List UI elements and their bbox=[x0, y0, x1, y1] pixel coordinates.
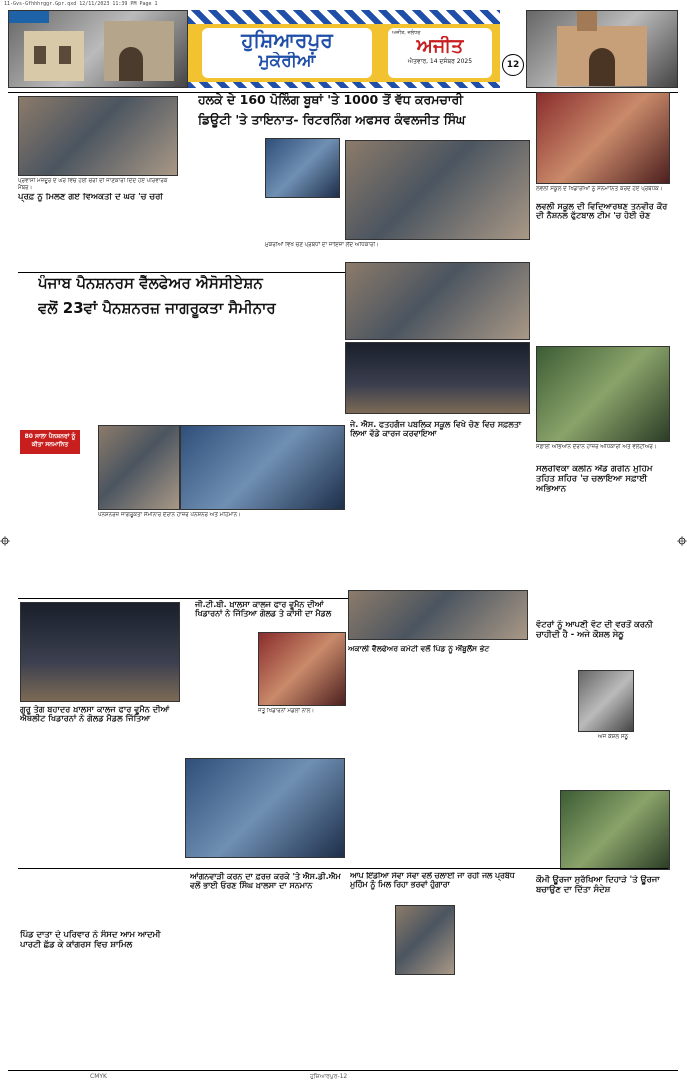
ambulance-photo bbox=[348, 590, 528, 640]
registration-mark-left bbox=[0, 536, 10, 546]
masthead-left-photo bbox=[8, 10, 188, 88]
lovely-photo bbox=[536, 92, 670, 184]
clean-body bbox=[536, 500, 670, 600]
masthead-title-line2: ਮੁਕੇਰੀਆਂ bbox=[258, 52, 316, 71]
aanganwadi-headline: ਆਂਗਨਵਾੜੀ ਕਰਨ ਦਾ ਫ਼ਰਜ਼ ਕਰਕੇ 'ਤੇ ਐਸ.ਡੀ.ਐਮ ਵਲੋਂ ਭਾਈ ਓਰਣ ਸਿੰਘ ਖ਼ਾਲਸਾ ਦਾ ਸਨਮਾਨ bbox=[190, 872, 341, 891]
building-illustration-left bbox=[9, 11, 188, 88]
masthead-right-photo bbox=[526, 10, 678, 88]
energy-headline: ਕੌਮੀ ਊਰਜਾ ਸੁਰੱਖਿਆ ਦਿਹਾੜੇ 'ਤੇ ਊਰਜਾ ਬਚਾਉਣ ਦਾ ਦਿੱਤਾ ਸੰਦੇਸ਼ bbox=[536, 875, 660, 894]
clean-caption: ਸਫ਼ਾਈ ਅਭਿਆਨ ਦੌਰਾਨ ਹਾਜ਼ਰ ਅਧਿਕਾਰੀ ਅਤੇ ਵਲੰਟੀਅਰ। bbox=[536, 444, 657, 450]
brand-logo: ਅਜੀਤ bbox=[416, 36, 464, 57]
lead-headline-line1: ਹਲਕੇ ਦੇ 160 ਪੋਲਿੰਗ ਬੂਥਾਂ 'ਤੇ 1000 ਤੋਂ ਵੱਧ ਕਰਮਚਾਰੀ bbox=[198, 93, 464, 107]
rule-lower bbox=[18, 868, 668, 869]
voters-body-top bbox=[536, 652, 670, 668]
theft-body bbox=[18, 208, 178, 272]
masthead-pattern-bottom bbox=[188, 82, 500, 88]
aanganwadi-body bbox=[190, 905, 350, 1065]
guru-photo bbox=[20, 602, 180, 702]
voters-body bbox=[536, 744, 670, 790]
brand-box bbox=[388, 28, 492, 78]
pensioners-badge: 80 ਸਾਲਾ ਪੈਨਸ਼ਨਰਾਂ ਨੂੰ ਕੀਤਾ ਸਨਮਾਨਿਤ bbox=[20, 430, 80, 454]
masthead bbox=[8, 10, 678, 90]
aap-portrait bbox=[395, 905, 455, 975]
pensioners-photo-1 bbox=[98, 425, 180, 510]
footer-cmyk: CMYK bbox=[90, 1073, 107, 1080]
issue-date: ਐਤਵਾਰ, 14 ਦਸੰਬਰ 2025 bbox=[407, 57, 473, 65]
aap-body bbox=[350, 978, 528, 1068]
pind-body bbox=[20, 968, 180, 1068]
voters-portrait bbox=[578, 670, 634, 732]
school-photo-2 bbox=[345, 342, 530, 414]
gtb-photo-2 bbox=[185, 758, 345, 858]
aap-headline: ਆਪ ਇੰਡੀਆ ਸੇਵਾ ਸੇਵਾ ਵਲੋਂ ਚਲਾਈ ਜਾ ਰਹੀ ਜਲ ਪ੍ਰਬੰਧ ਮੁਹਿੰਮ ਨੂੰ ਮਿਲ ਰਿਹਾ ਭਰਵਾਂ ਹੁੰਗਾਰਾ bbox=[350, 872, 515, 889]
school-photo-1 bbox=[345, 262, 530, 340]
guru-body bbox=[20, 742, 180, 867]
energy-body bbox=[536, 910, 670, 1068]
footer-rule bbox=[8, 1070, 678, 1071]
theft-caption: ਪ੍ਰਵਾਸੀ ਮਜ਼ਦੂਰ ਦੇ ਘਰ ਵਿਚ ਹੋਈ ਚੋਰੀ ਦੀ ਜਾਣਕਾਰੀ ਦਿੰਦੇ ਹੋਏ ਪਰਿਵਾਰਕ ਮੈਂਬਰ। bbox=[18, 178, 168, 191]
gtb-body-left bbox=[185, 632, 255, 742]
lead-photo-main bbox=[345, 140, 530, 240]
lovely-headline: ਲਵਲੀ ਸਕੂਲ ਦੀ ਵਿਦਿਆਰਥਣ ਤਨਵੀਰ ਕੌਰ ਦੀ ਨੈਸ਼ਨਲ ਫੁੱਟਬਾਲ ਟੀਮ 'ਚ ਹੋਈ ਚੋਣ bbox=[536, 202, 668, 221]
page-number: 12 bbox=[502, 54, 524, 76]
masthead-title-band bbox=[188, 24, 500, 82]
school-body bbox=[348, 450, 530, 580]
pensioners-caption: ਪੈਨਸ਼ਨਰਜ਼ ਜਾਗਰੂਕਤਾ ਸੈਮੀਨਾਰ ਦੌਰਾਨ ਹਾਜ਼ਰ ਪੈਨਸ਼ਨਰ ਅਤੇ ਮਹਿਮਾਨ। bbox=[98, 512, 241, 518]
pensioners-photo-2 bbox=[180, 425, 345, 510]
title-box bbox=[202, 28, 372, 78]
pensioners-body bbox=[98, 528, 345, 596]
footer-page: ਹੁਸ਼ਿਆਰਪੁਰ-12 bbox=[310, 1073, 348, 1080]
print-slug: 11-Gvs-Gfhhhrggr.Gpr.qxd 12/11/2023 11:39 PM Page 1 bbox=[4, 1, 158, 7]
guru-headline: ਗੁਰੂ ਤੇਗ ਬਹਾਦਰ ਖ਼ਾਲਸਾ ਕਾਲਜ ਫਾਰ ਵੂਮੈਨ ਦੀਆਂ ਐਥਲੀਟ ਖਿਡਾਰਨਾਂ ਨੇ ਗੋਲਡ ਮੈਡਲ ਜਿੱਤਿਆ bbox=[20, 705, 170, 724]
voters-photo-caption: ਅਜੇ ਕੌਸ਼ਲ ਸੇਠੂ bbox=[597, 734, 629, 740]
gtb-headline: ਜੀ.ਟੀ.ਬੀ. ਖ਼ਾਲਸਾ ਕਾਲਜ ਫਾਰ ਵੂਮੈਨ ਦੀਆਂ ਖਿਡਾਰਨਾਂ ਨੇ ਜਿੱਤਿਆ ਗੋਲਡ ਤੇ ਕਾਂਸੀ ਦਾ ਮੈਡਲ bbox=[195, 600, 332, 619]
masthead-pattern-top bbox=[188, 10, 500, 24]
masthead-title-line1: ਹੁਸ਼ਿਆਰਪੁਰ bbox=[241, 29, 333, 52]
ambulance-body bbox=[348, 662, 528, 752]
lovely-body bbox=[536, 232, 670, 344]
lead-photo-small bbox=[265, 138, 340, 198]
gtb-photo bbox=[258, 632, 346, 706]
energy-photo bbox=[560, 790, 670, 870]
lovely-caption: ਲਵਲੀ ਸਕੂਲ ਦੇ ਖਿਡਾਰੀਆਂ ਨੂੰ ਸਨਮਾਨਿਤ ਕਰਦੇ ਹੋਏ ਪ੍ਰਬੰਧਕ। bbox=[536, 186, 663, 192]
theft-headline: ਪ੍ਰੋਫ਼ ਨੂੰ ਮਿਲਣ ਗਏ ਵਿਅਕਤੀ ਦੇ ਘਰ 'ਚ ਚੋਰੀ bbox=[18, 193, 163, 202]
rule-pension-top bbox=[18, 272, 348, 273]
voters-headline: ਵੋਟਰਾਂ ਨੂੰ ਆਪਣੀ ਵੋਟ ਦੀ ਵਰਤੋਂ ਕਰਨੀ ਚਾਹੀਦੀ ਹੈ - ਅਜੇ ਕੌਸ਼ਲ ਸੇਠੂ bbox=[536, 620, 653, 639]
ambulance-headline: ਅਕਾਲੀ ਵੈੱਲਫੇਅਰ ਕਮੇਟੀ ਵਲੋਂ ਪਿੰਡ ਨੂੰ ਐਂਬੂਲੈਂਸ ਭੇਟ bbox=[348, 645, 490, 653]
brand-small: ਅਜੀਤ, ਜਲੰਧਰ bbox=[392, 30, 421, 36]
gtb-caption: ਜੇਤੂ ਖਿਡਾਰਨਾਂ ਮੈਡਲਾਂ ਨਾਲ। bbox=[258, 708, 315, 714]
pensioners-headline-line1: ਪੰਜਾਬ ਪੈਨਸ਼ਨਰਸ ਵੈੱਲਫੇਅਰ ਐਸੋਸੀਏਸ਼ਨ bbox=[38, 275, 263, 292]
registration-mark-right bbox=[677, 536, 687, 546]
school-headline: ਜੇ. ਐਸ. ਫਤਹਗੰਜ ਪਬਲਿਕ ਸਕੂਲ ਵਿਖੇ ਚੋਣ ਵਿਚ ਸਫ਼ਲਤਾ ਲਿਆ ਵੱਡੇ ਕਾਰਜ ਕਰਵਾਇਆ bbox=[350, 420, 522, 439]
clean-headline: ਸੋਲਰਵਿਕਾ ਕਲੀਨ ਐਂਡ ਗਰੀਨ ਮੁਹਿੰਮ ਤਹਿਤ ਸ਼ਹਿਰ 'ਚ ਚਲਾਇਆ ਸਫ਼ਾਈ ਅਭਿਆਨ bbox=[536, 465, 653, 494]
lead-photo-caption: ਮੁਕੇਰੀਆਂ ਵਿਖੇ ਚੋਣ ਪ੍ਰਬੰਧਾਂ ਦਾ ਜਾਇਜ਼ਾ ਲੈਂਦੇ ਅਧਿਕਾਰੀ। bbox=[265, 242, 379, 248]
lead-headline-line2: ਡਿਊਟੀ 'ਤੇ ਤਾਇਨਾਤ- ਰਿਟਰਨਿੰਗ ਅਫਸਰ ਕੰਵਲਜੀਤ ਸਿੰਘ bbox=[198, 113, 466, 127]
pensioners-body-left bbox=[20, 456, 100, 596]
pensioners-headline-line2: ਵਲੋਂ 23ਵਾਂ ਪੈਨਸ਼ਨਰਜ਼ ਜਾਗਰੂਕਤਾ ਸੈਮੀਨਾਰ bbox=[38, 300, 276, 317]
clean-photo bbox=[536, 346, 670, 442]
theft-photo bbox=[18, 96, 178, 176]
pind-headline: ਪਿੰਡ ਦਾਤਾ ਦੇ ਪਰਿਵਾਰ ਨੇ ਸੰਸਦ ਆਮ ਆਦਮੀ ਪਾਰਟੀ ਛੱਡ ਕੇ ਕਾਂਗਰਸ ਵਿਚ ਸ਼ਾਮਿਲ bbox=[20, 930, 161, 949]
building-illustration-right bbox=[527, 11, 678, 88]
